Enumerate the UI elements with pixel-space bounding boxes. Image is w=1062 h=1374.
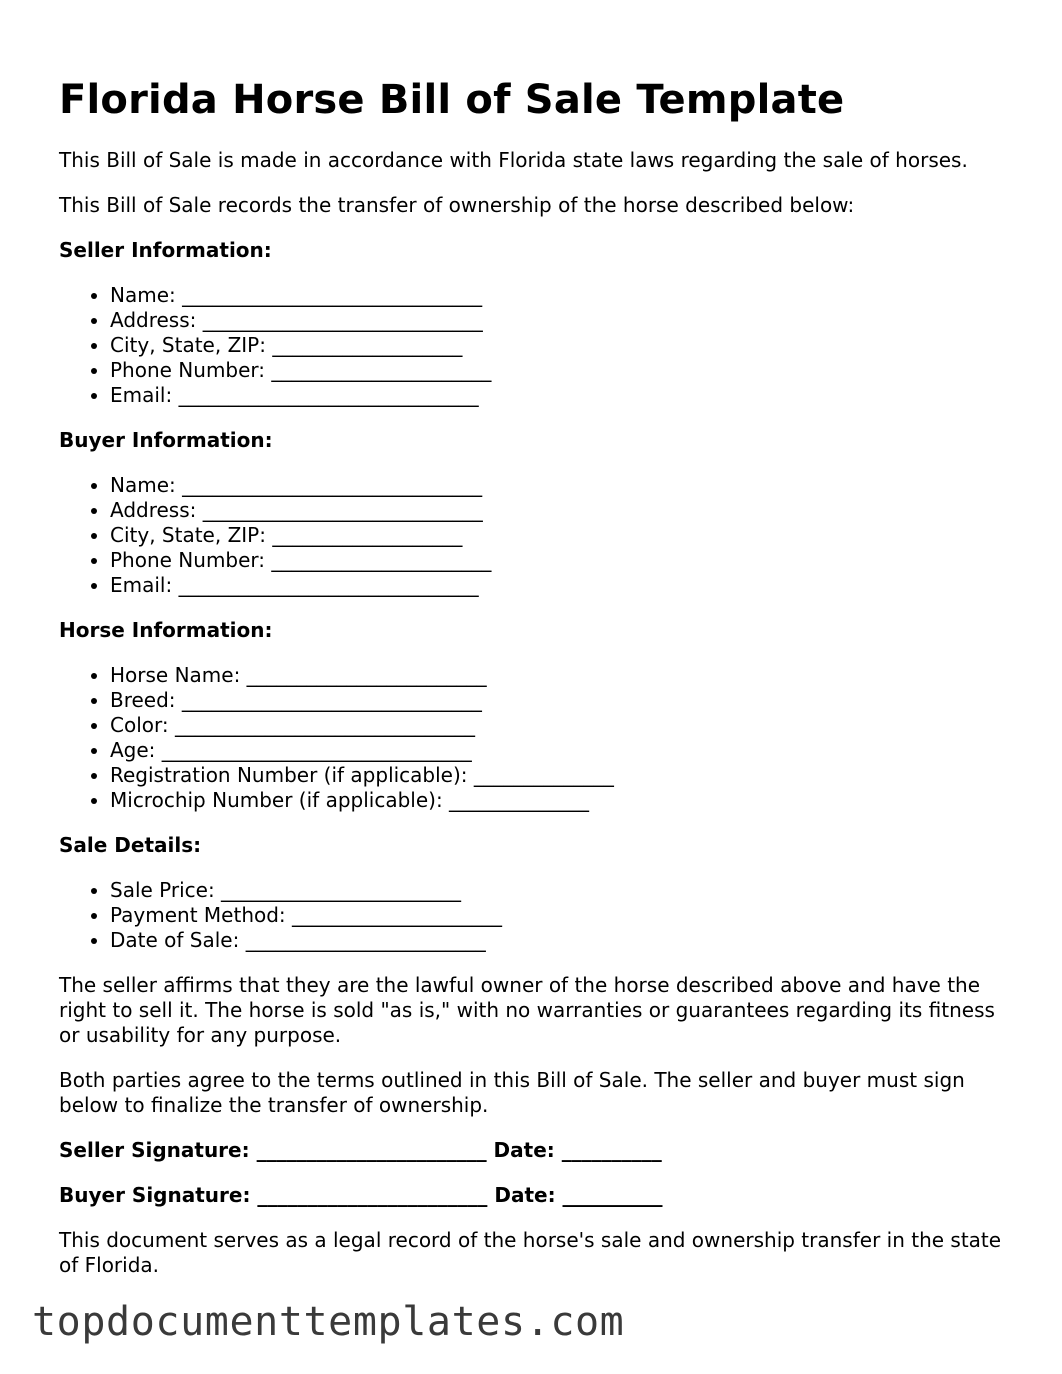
horse-age-field: • Age: _______________________________ <box>110 738 1019 763</box>
seller-address-field: • Address: ____________________________ <box>110 308 1019 333</box>
sale-price-field: • Sale Price: ________________________ <box>110 878 1019 903</box>
seller-heading: Seller Information: <box>59 238 272 262</box>
closing-paragraph: This document serves as a legal record of the horse's sale and ownership transfer in the state of Florida. <box>59 1228 1002 1277</box>
horse-name-field: • Horse Name: ________________________ <box>110 663 1019 688</box>
buyer-email-field: • Email: ______________________________ <box>110 573 1019 598</box>
date-of-sale-field: • Date of Sale: ________________________ <box>110 928 1019 953</box>
site-watermark: topdocumenttemplates.com <box>32 1299 625 1345</box>
agreement-paragraph: Both parties agree to the terms outlined in this Bill of Sale. The seller and buyer must sign below to finalize the transfer of ownership. <box>59 1068 965 1117</box>
horse-registration-field: • Registration Number (if applicable): ______________ <box>110 763 1019 788</box>
horse-list <box>59 663 1019 813</box>
seller-signature-line: Seller Signature: _______________________ Date: __________ <box>59 1138 662 1162</box>
page-title: Florida Horse Bill of Sale Template <box>59 77 845 123</box>
sale-list <box>59 878 1019 953</box>
seller-phone-field: • Phone Number: ______________________ <box>110 358 1019 383</box>
buyer-list <box>59 473 1019 598</box>
affirmation-paragraph: The seller affirms that they are the lawful owner of the horse described above and have the right to sell it. The horse is sold "as is," with no warranties or guarantees regarding its fitness or usability for any purpose. <box>59 973 995 1047</box>
payment-method-field: • Payment Method: _____________________ <box>110 903 1019 928</box>
buyer-signature-line: Buyer Signature: _______________________ Date: __________ <box>59 1183 663 1207</box>
buyer-name-field: • Name: ______________________________ <box>110 473 1019 498</box>
intro-paragraph-1: This Bill of Sale is made in accordance with Florida state laws regarding the sale of horses. <box>59 148 968 172</box>
intro-paragraph-2: This Bill of Sale records the transfer of ownership of the horse described below: <box>59 193 855 217</box>
seller-name-field: • Name: ______________________________ <box>110 283 1019 308</box>
buyer-city-state-zip-field: • City, State, ZIP: ___________________ <box>110 523 1019 548</box>
buyer-heading: Buyer Information: <box>59 428 273 452</box>
sale-heading: Sale Details: <box>59 833 202 857</box>
document-page <box>59 72 1019 1298</box>
seller-city-state-zip-field: • City, State, ZIP: ___________________ <box>110 333 1019 358</box>
seller-email-field: • Email: ______________________________ <box>110 383 1019 408</box>
horse-color-field: • Color: ______________________________ <box>110 713 1019 738</box>
horse-heading: Horse Information: <box>59 618 273 642</box>
horse-breed-field: • Breed: ______________________________ <box>110 688 1019 713</box>
buyer-phone-field: • Phone Number: ______________________ <box>110 548 1019 573</box>
horse-microchip-field: • Microchip Number (if applicable): ______________ <box>110 788 1019 813</box>
buyer-address-field: • Address: ____________________________ <box>110 498 1019 523</box>
seller-list <box>59 283 1019 408</box>
